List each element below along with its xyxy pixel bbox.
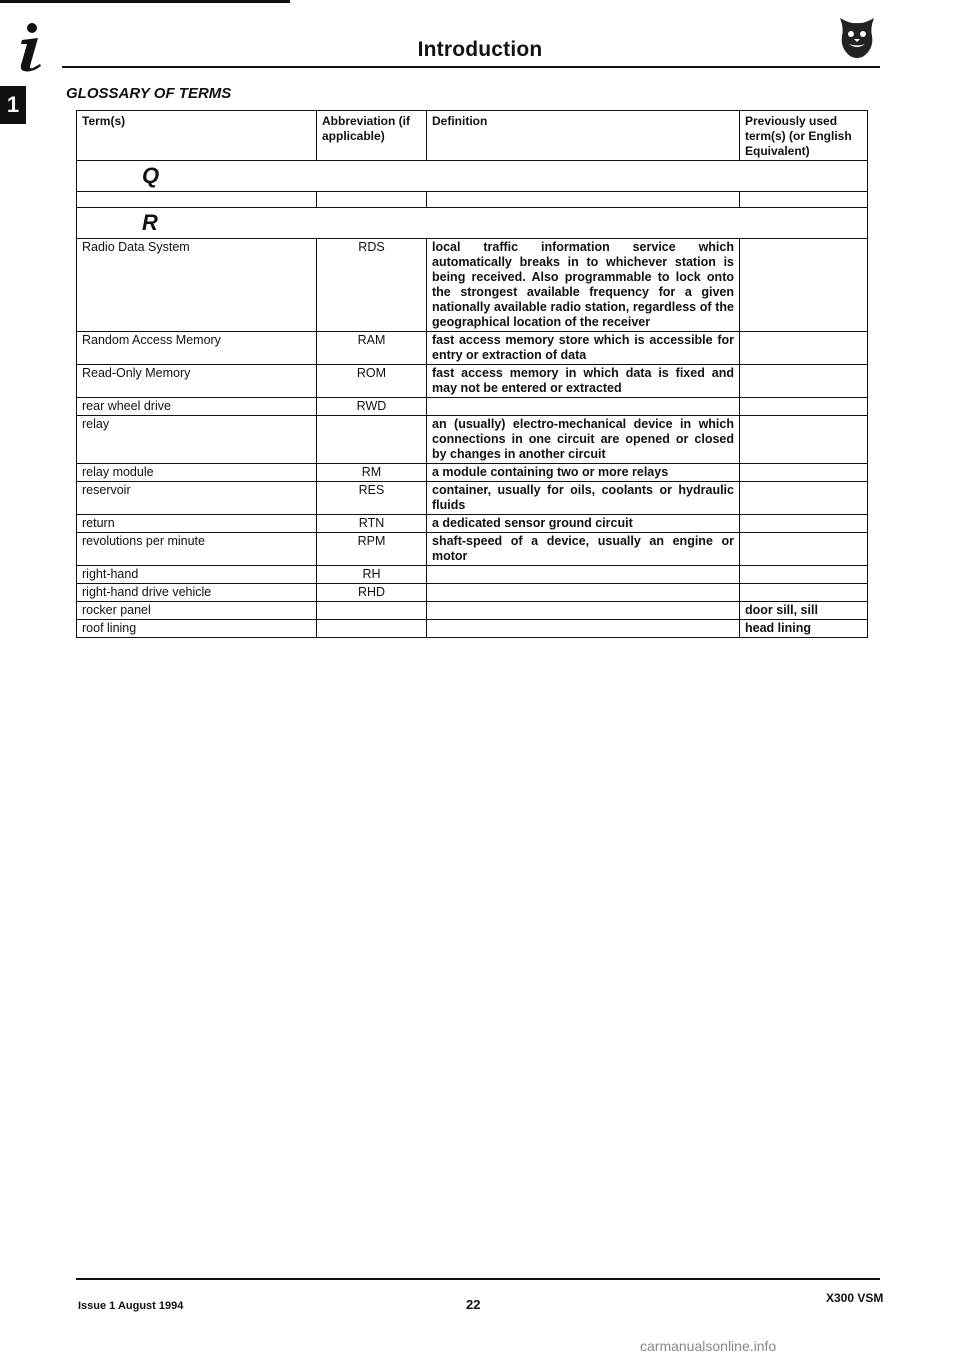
top-rule [0,0,290,3]
previous-term-cell [740,332,868,365]
header-rule [62,66,880,68]
table-row [77,464,868,482]
term-cell: revolutions per minute [77,533,317,566]
column-header-abbreviation: Abbreviation (if applicable) [317,111,427,161]
column-header-previously-used: Previously used term(s) (or English Equivalent) [740,111,868,161]
definition-cell: container, usually for oils, coolants or hydraulic fluids [427,482,740,515]
table-row [77,602,868,620]
section-number-tab: 1 [0,86,26,124]
empty-row [77,192,868,208]
table-row [77,533,868,566]
term-cell: Read-Only Memory [77,365,317,398]
table-header-row [77,111,868,161]
definition-cell [427,602,740,620]
column-header-term: Term(s) [77,111,317,161]
abbreviation-cell: ROM [317,365,427,398]
abbreviation-cell [317,416,427,464]
previous-term-cell [740,239,868,332]
previous-term-cell [740,365,868,398]
definition-cell [427,620,740,638]
table-row [77,365,868,398]
term-cell: Radio Data System [77,239,317,332]
definition-cell: shaft-speed of a device, usually an engine or motor [427,533,740,566]
abbreviation-cell: RDS [317,239,427,332]
term-cell: relay [77,416,317,464]
previous-term-cell [740,416,868,464]
abbreviation-cell [317,602,427,620]
definition-cell [427,398,740,416]
jaguar-logo-icon [834,14,880,60]
term-cell: right-hand [77,566,317,584]
term-cell: rear wheel drive [77,398,317,416]
table-row [77,398,868,416]
previous-term-cell [740,584,868,602]
previous-term-cell [740,566,868,584]
definition-cell: a dedicated sensor ground circuit [427,515,740,533]
letter-heading: R [77,208,868,239]
page-title: Introduction [417,38,543,61]
page-number: 22 [466,1297,481,1312]
previous-term-cell [740,533,868,566]
term-cell: rocker panel [77,602,317,620]
previous-term-cell [740,398,868,416]
abbreviation-cell: RTN [317,515,427,533]
previous-term-cell: head lining [740,620,868,638]
table-row [77,620,868,638]
table-row [77,416,868,464]
letter-divider-q [77,161,868,192]
letter-divider-r [77,208,868,239]
previous-term-cell [740,482,868,515]
definition-cell [427,566,740,584]
previous-term-cell [740,464,868,482]
previous-term-cell: door sill, sill [740,602,868,620]
term-cell: right-hand drive vehicle [77,584,317,602]
abbreviation-cell: RM [317,464,427,482]
table-row [77,239,868,332]
term-cell: return [77,515,317,533]
abbreviation-cell: RWD [317,398,427,416]
table-row [77,515,868,533]
table-row [77,584,868,602]
definition-cell: fast access memory store which is accessible for entry or extraction of data [427,332,740,365]
definition-cell: an (usually) electro-mechanical device in which connections in one circuit are opened or closed by changes in another circuit [427,416,740,464]
definition-cell [427,584,740,602]
term-cell: roof lining [77,620,317,638]
watermark: carmanualsonline.info [640,1338,777,1354]
table-row [77,482,868,515]
term-cell: reservoir [77,482,317,515]
table-row [77,332,868,365]
letter-heading: Q [77,161,868,192]
column-header-definition: Definition [427,111,740,161]
abbreviation-cell: RH [317,566,427,584]
term-cell: Random Access Memory [77,332,317,365]
footer-rule [76,1278,880,1280]
table-row [77,566,868,584]
definition-cell: a module containing two or more relays [427,464,740,482]
glossary-table [76,110,868,638]
abbreviation-cell: RPM [317,533,427,566]
definition-cell: fast access memory in which data is fixed and may not be entered or extracted [427,365,740,398]
previous-term-cell [740,515,868,533]
term-cell: relay module [77,464,317,482]
abbreviation-cell: RHD [317,584,427,602]
issue-date: Issue 1 August 1994 [78,1300,184,1312]
abbreviation-cell [317,620,427,638]
manual-code: X300 VSM [826,1291,884,1305]
definition-cell: local traffic information service which automatically breaks in to whichever station is being received. Also programmable to lock onto the strongest available frequency for a given nationally available radio station, regardless of the geographical location of the receiver [427,239,740,332]
abbreviation-cell: RAM [317,332,427,365]
abbreviation-cell: RES [317,482,427,515]
section-heading: GLOSSARY OF TERMS [66,85,232,102]
